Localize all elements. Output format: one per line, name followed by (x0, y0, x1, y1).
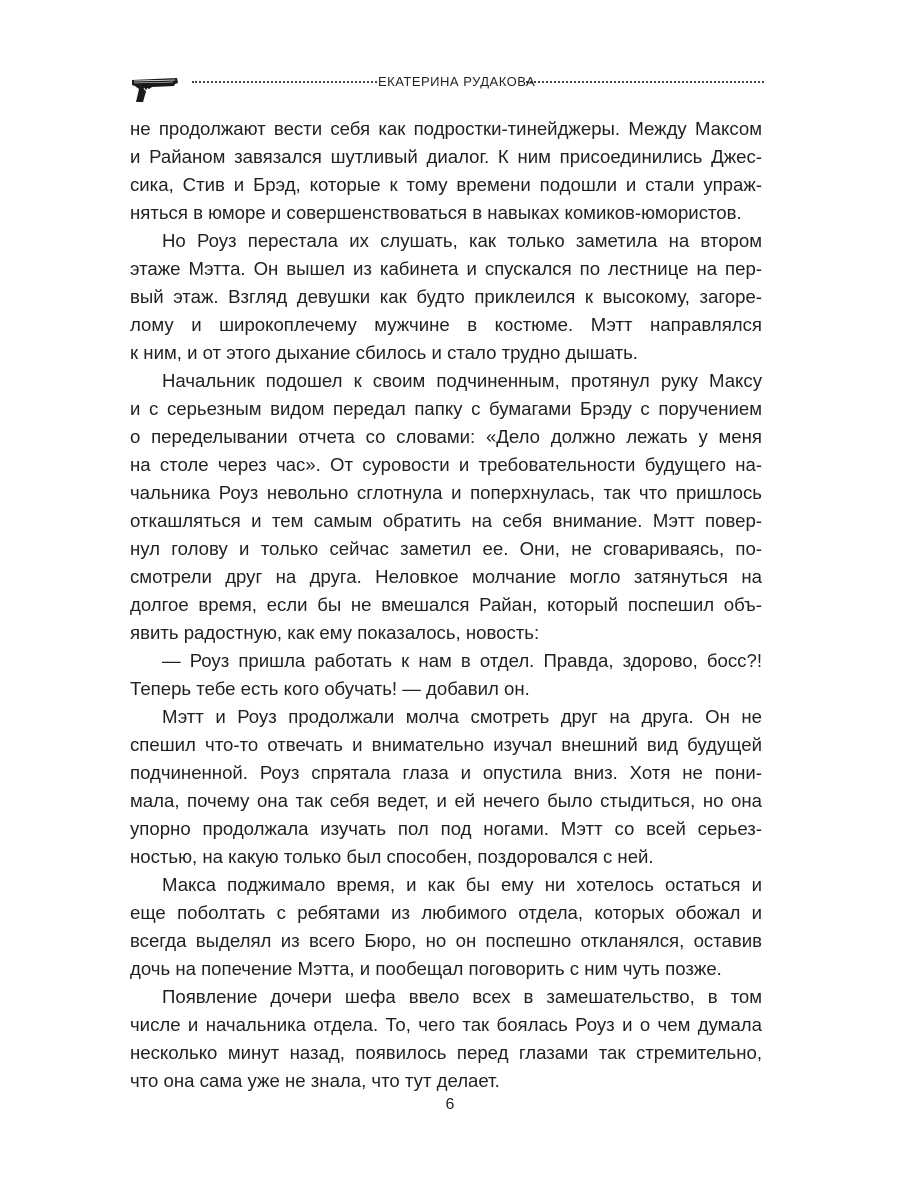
text-line: числе и начальника отдела. То, чего так боялась Роуз и о чем думала (130, 1014, 762, 1035)
text-line: Появление дочери шефа ввело всех в замешательство, в том (162, 986, 762, 1007)
page-number: 6 (445, 1096, 455, 1113)
page-body (130, 115, 762, 1095)
text-line: ностью, на какую только был способен, поздоровался с ней. (130, 846, 654, 867)
text-line: этаже Мэтта. Он вышел из кабинета и спускался по лестнице на пер- (130, 258, 762, 279)
text-line: нул голову и только сейчас заметил ее. Они, не сговариваясь, по- (130, 538, 762, 559)
text-line: лому и широкоплечему мужчине в костюме. Мэтт направлялся (130, 314, 762, 335)
text-line: Мэтт и Роуз продолжали молча смотреть друг на друга. Он не (162, 706, 762, 727)
header-leader-right (526, 81, 764, 83)
text-line: мала, почему она так себя ведет, и ей нечего было стыдиться, но она (130, 790, 762, 811)
text-line: и Райаном завязался шутливый диалог. К ним присоединились Джес- (130, 146, 762, 167)
pistol-icon (128, 74, 180, 104)
text-line: всегда выделял из всего Бюро, но он поспешно откланялся, оставив (130, 930, 762, 951)
text-line: и с серьезным видом передал папку с бумагами Брэду с поручением (130, 398, 762, 419)
text-line: сика, Стив и Брэд, которые к тому времени подошли и стали упраж- (130, 174, 762, 195)
text-line: что она сама уже не знала, что тут делает. (130, 1070, 500, 1091)
text-line: спешил что-то отвечать и внимательно изучал внешний вид будущей (130, 734, 762, 755)
text-line: дочь на попечение Мэтта, и пообещал поговорить с ним чуть позже. (130, 958, 722, 979)
running-header (128, 70, 764, 106)
text-line: вый этаж. Взгляд девушки как будто приклеился к высокому, загоре- (130, 286, 762, 307)
text-line: упорно продолжала изучать пол под ногами. Мэтт со всей серьез- (130, 818, 762, 839)
text-line: на столе через час». От суровости и требовательности будущего на- (130, 454, 762, 475)
text-line: смотрели друг на друга. Неловкое молчание могло затянуться на (130, 566, 762, 587)
text-line: няться в юморе и совершенствоваться в навыках комиков-юмористов. (130, 202, 742, 223)
text-line: Теперь тебе есть кого обучать! — добавил он. (130, 678, 530, 699)
text-line: подчиненной. Роуз спрятала глаза и опустила вниз. Хотя не пони- (130, 762, 762, 783)
text-line: чальника Роуз невольно сглотнула и поперхнулась, так что пришлось (130, 482, 762, 503)
text-line: Но Роуз перестала их слушать, как только заметила на втором (162, 230, 762, 251)
text-line: откашляться и тем самым обратить на себя внимание. Мэтт повер- (130, 510, 762, 531)
header-author: ЕКАТЕРИНА РУДАКОВА (378, 74, 536, 89)
text-line: несколько минут назад, появилось перед глазами так стремительно, (130, 1042, 762, 1063)
text-line: долгое время, если бы не вмешался Райан, который поспешил объ- (130, 594, 762, 615)
text-line: к ним, и от этого дыхание сбилось и стало трудно дышать. (130, 342, 638, 363)
text-line: не продолжают вести себя как подростки-тинейджеры. Между Максом (130, 118, 762, 139)
text-line: явить радостную, как ему показалось, новость: (130, 622, 540, 643)
text-line: — Роуз пришла работать к нам в отдел. Правда, здорово, босс?! (162, 650, 762, 671)
text-line: еще поболтать с ребятами из любимого отдела, которых обожал и (130, 902, 762, 923)
text-line: Макса поджимало время, и как бы ему ни хотелось остаться и (162, 874, 762, 895)
text-line: о переделывании отчета со словами: «Дело должно лежать у меня (130, 426, 762, 447)
text-line: Начальник подошел к своим подчиненным, протянул руку Максу (162, 370, 762, 391)
